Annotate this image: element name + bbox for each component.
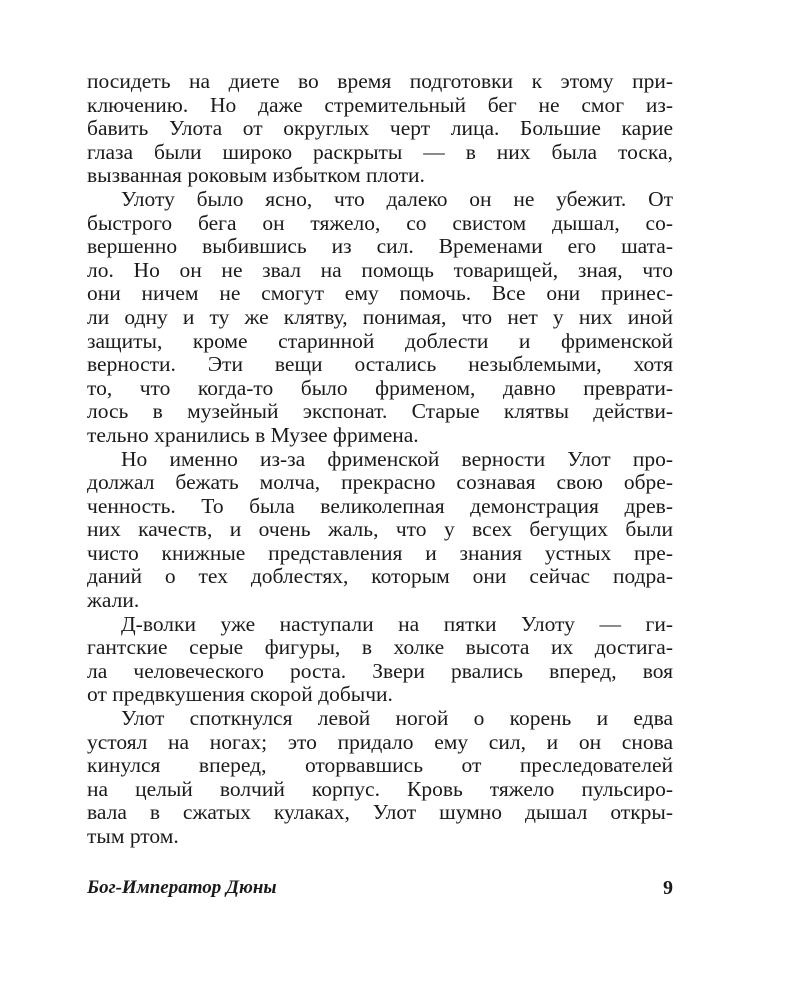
text-line: лось в музейный экспонат. Старые клятвы действи- — [87, 399, 673, 424]
text-line: кинулся вперед, оторвавшись от преследователей — [87, 753, 673, 778]
text-line: Д-волки уже наступали на пятки Улоту — ги- — [121, 611, 673, 636]
text-line: глаза были широко раскрыты — в них была тоска, — [87, 139, 673, 164]
text-line: жали. — [87, 588, 140, 613]
text-line: ченность. То была великолепная демонстрация древ- — [87, 493, 673, 518]
text-line: тельно хранились в Музее фримена. — [87, 422, 419, 447]
text-line: вызванная роковым избытком плоти. — [87, 163, 425, 188]
text-line: посидеть на диете во время подготовки к этому при- — [87, 69, 673, 93]
text-line: они ничем не смогут ему помочь. Все они принес- — [87, 281, 673, 306]
book-title: Бог-Император Дюны — [87, 877, 277, 898]
page-number: 9 — [663, 877, 673, 899]
text-line: от предвкушения скорой добычи. — [87, 682, 393, 707]
text-line: них качеств, и очень жаль, что у всех бегущих были — [87, 517, 673, 542]
text-line: тым ртом. — [87, 824, 179, 848]
page-footer — [87, 875, 673, 901]
text-line: ла человеческого роста. Звери рвались вперед, воя — [87, 658, 673, 683]
text-line: чисто книжные представления и знания устных пре- — [87, 540, 673, 565]
text-line: то, что когда-то было фрименом, давно преврати- — [87, 375, 673, 400]
text-line: бавить Улота от округлых черт лица. Большие карие — [87, 116, 673, 141]
text-line: на целый волчий корпус. Кровь тяжело пульсиро- — [87, 776, 673, 801]
text-line: вала в сжатых кулаках, Улот шумно дышал откры- — [87, 800, 673, 825]
page-body — [87, 70, 673, 849]
text-line: Улоту было ясно, что далеко он не убежит. От — [121, 186, 673, 211]
text-line: ло. Но он не звал на помощь товарищей, зная, что — [87, 257, 673, 282]
text-line: Улот споткнулся левой ногой о корень и едва — [121, 706, 673, 731]
text-line: ли одну и ту же клятву, понимая, что нет у них иной — [87, 304, 673, 329]
text-line: защиты, кроме старинной доблести и фрименской — [87, 328, 673, 353]
text-line: Но именно из-за фрименской верности Улот про- — [121, 446, 673, 471]
text-line: даний о тех доблестях, которым они сейчас подра- — [87, 564, 673, 589]
text-line: устоял на ногах; это придало ему сил, и он снова — [87, 729, 673, 754]
text-line: гантские серые фигуры, в холке высота их достига- — [87, 635, 673, 660]
text-line: верности. Эти вещи остались незыблемыми, хотя — [87, 352, 673, 377]
text-line: должал бежать молча, прекрасно сознавая свою обре- — [87, 470, 673, 495]
text-line: вершенно выбившись из сил. Временами его шата- — [87, 234, 673, 259]
text-line: быстрого бега он тяжело, со свистом дышал, со- — [87, 210, 673, 235]
text-line: ключению. Но даже стремительный бег не смог из- — [87, 92, 673, 117]
